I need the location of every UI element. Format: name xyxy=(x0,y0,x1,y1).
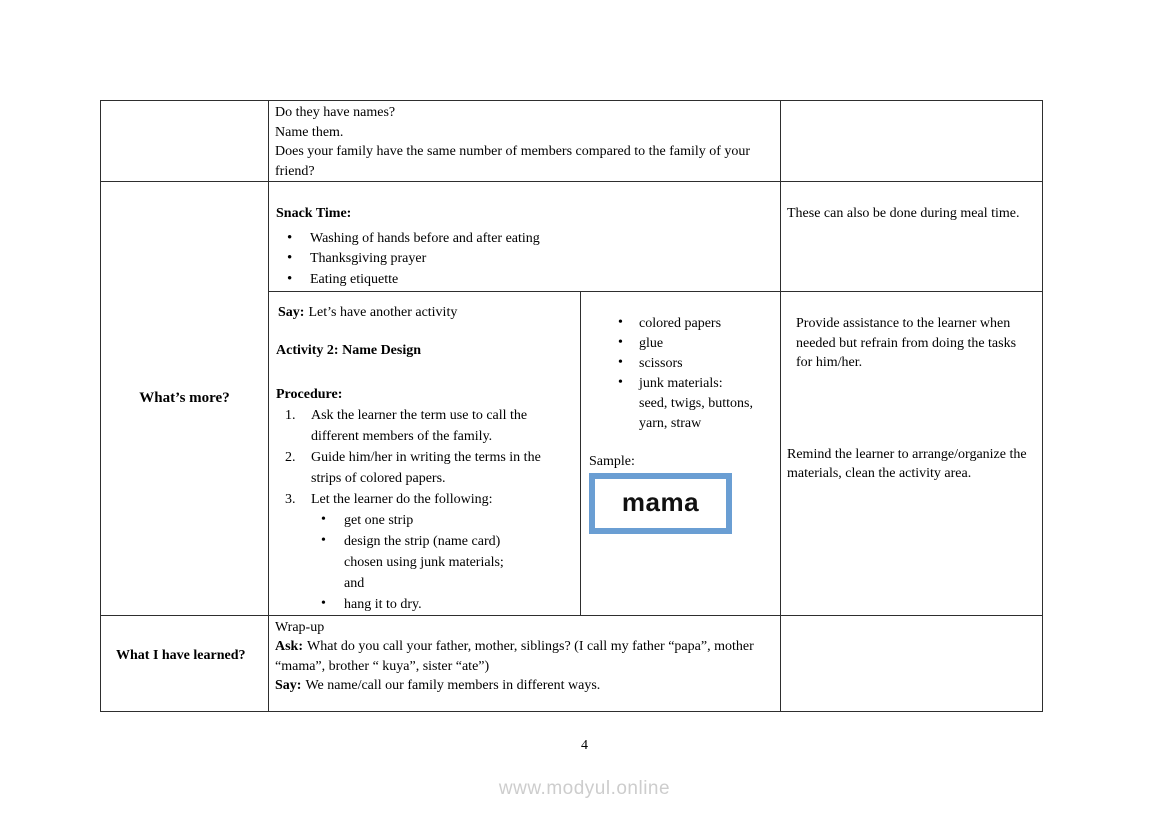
assist-note-text: Provide assistance to the learner when needed but refrain from doing the tasks for him/her. xyxy=(796,316,1017,370)
cell-snack-time xyxy=(269,182,781,292)
cell-empty-top-left xyxy=(101,101,269,182)
learned-label: What I have learned? xyxy=(116,647,246,663)
say-text: We name/call our family members in different ways. xyxy=(305,678,601,693)
junk-materials-label: junk materials: xyxy=(639,376,723,391)
procedure-label: Procedure: xyxy=(276,387,343,402)
lesson-plan-table xyxy=(100,100,1043,712)
list-item: Guide him/her in writing the terms in the strips of colored papers. xyxy=(311,449,541,486)
intro-question-line: Do they have names? xyxy=(275,105,396,120)
intro-question-line: Does your family have the same number of members compared to the family of your friend? xyxy=(275,144,751,179)
say-label: Say: xyxy=(275,678,302,693)
watermark: www.modyul.online xyxy=(498,778,671,799)
procedure-steps-list xyxy=(276,405,574,615)
table-row xyxy=(101,101,1043,182)
table-row xyxy=(101,615,1043,711)
cell-wrap-up xyxy=(269,615,781,711)
sample-name-card xyxy=(589,473,732,534)
list-item: • design the strip (name card) chosen using junk materials; and xyxy=(321,531,523,594)
say-text: Let’s have another activity xyxy=(308,305,458,320)
list-item: • glue xyxy=(618,334,776,354)
say-line xyxy=(278,303,574,323)
cell-materials-sample xyxy=(581,292,781,616)
junk-materials-detail: seed, twigs, buttons, yarn, straw xyxy=(639,396,753,431)
meal-note-text: These can also be done during meal time. xyxy=(787,206,1020,221)
whats-more-label: What’s more? xyxy=(139,389,230,406)
list-item: • Thanksgiving prayer xyxy=(287,249,772,270)
table-row xyxy=(101,182,1043,292)
section-label-what-i-have-learned xyxy=(101,615,269,711)
cell-empty-top-right xyxy=(781,101,1043,182)
cell-empty-bottom-right xyxy=(781,615,1043,711)
ask-text: What do you call your father, mother, siblings? (I call my father “papa”, mother “mama”, brother “ kuya”, sister “ate”) xyxy=(275,639,754,674)
cell-activity-procedure xyxy=(269,292,581,616)
list-item: • Washing of hands before and after eating xyxy=(287,229,772,250)
section-label-whats-more xyxy=(101,182,269,616)
say-label: Say: xyxy=(278,305,305,320)
list-item xyxy=(285,489,574,615)
intro-question-line: Name them. xyxy=(275,124,344,140)
sample-label: Sample: xyxy=(589,454,635,469)
list-item: • scissors xyxy=(618,354,776,374)
list-item xyxy=(618,374,776,434)
materials-list xyxy=(581,314,776,434)
list-item: • hang it to dry. xyxy=(321,594,523,615)
procedure-substeps-list xyxy=(311,510,523,615)
step-text: Let the learner do the following: xyxy=(311,491,493,507)
cell-intro-questions xyxy=(269,101,781,182)
snack-time-title: Snack Time: xyxy=(276,206,352,221)
ask-label: Ask: xyxy=(275,639,304,654)
list-item: • colored papers xyxy=(618,314,776,334)
ask-line xyxy=(275,637,772,676)
page-number: 4 xyxy=(581,738,588,753)
snack-time-list xyxy=(276,229,772,291)
list-item: Ask the learner the term use to call the different members of the family. xyxy=(311,407,528,444)
cell-activity-notes xyxy=(781,292,1043,616)
remind-note-text: Remind the learner to arrange/organize the materials, clean the activity area. xyxy=(787,446,1027,481)
say-line xyxy=(275,676,772,696)
wrap-up-title: Wrap-up xyxy=(275,619,325,635)
cell-meal-note xyxy=(781,182,1043,292)
list-item: • get one strip xyxy=(321,510,523,531)
list-item: • Eating etiquette xyxy=(287,270,772,291)
activity-title: Activity 2: Name Design xyxy=(276,342,422,358)
sample-name-text: mama xyxy=(621,487,700,518)
